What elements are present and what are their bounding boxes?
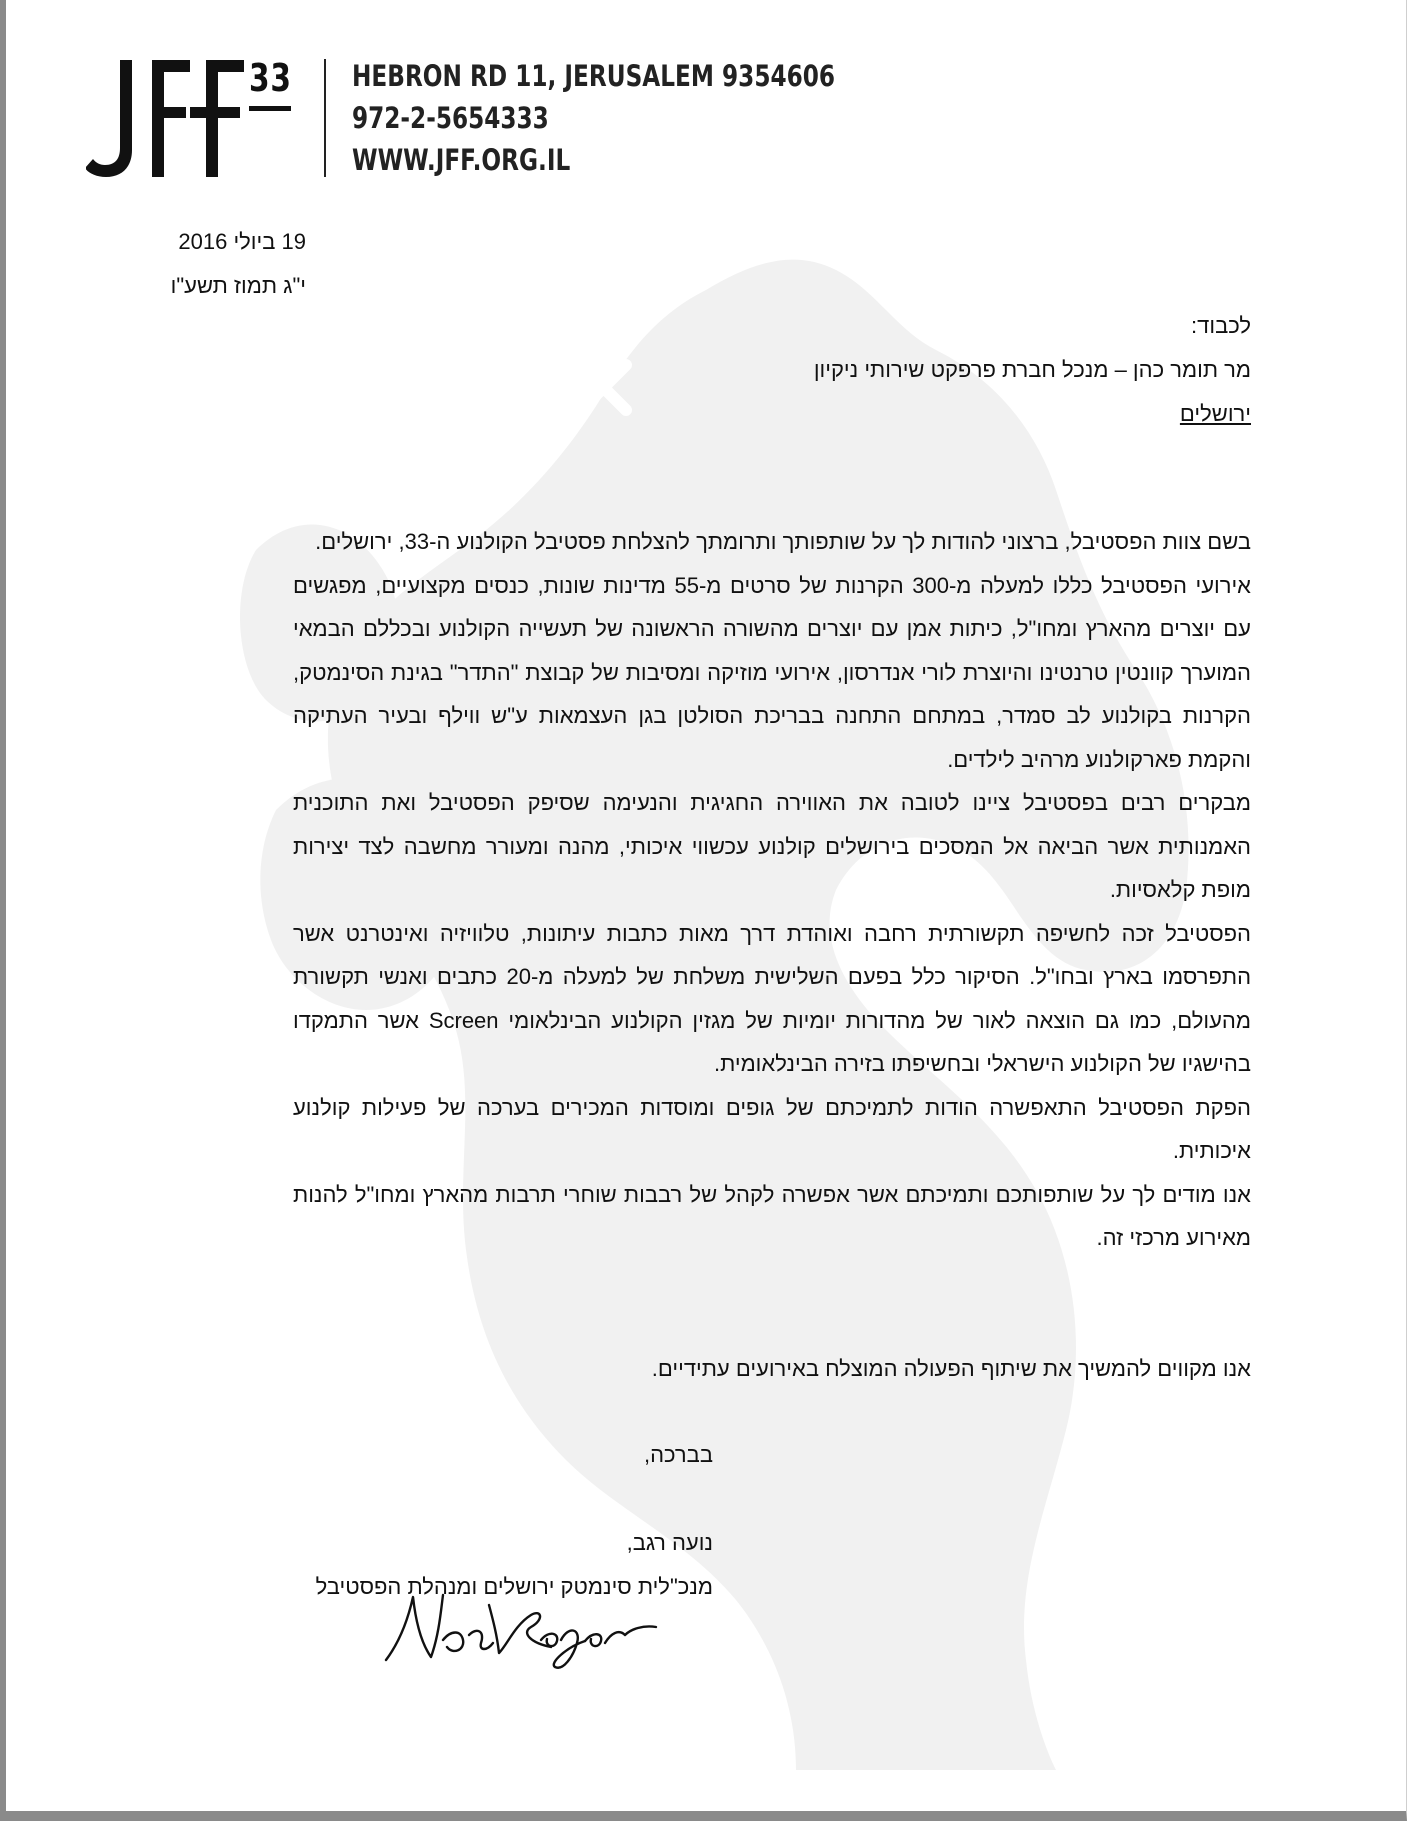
- logo-underline: [249, 106, 291, 111]
- address-line: HEBRON RD 11, JERUSALEM 9354606: [352, 59, 836, 93]
- salutation: לכבוד:: [1191, 313, 1251, 338]
- gregorian-date: 19 ביולי 2016: [178, 229, 306, 254]
- date-block: [146, 220, 306, 308]
- body-paragraph: בשם צוות הפסטיבל, ברצוני להודות לך על שותפותך ותרומתך להצלחת פסטיבל הקולנוע ה-33, ירושלים.: [315, 529, 1251, 554]
- greeting: בברכה,: [643, 1442, 713, 1467]
- addressee-block: [706, 304, 1251, 436]
- letter-body: [293, 520, 1251, 1260]
- header-divider: [324, 59, 326, 177]
- website-line: WWW.JFF.ORG.IL: [352, 143, 571, 177]
- closing-line: אנו מקווים להמשיך את שיתוף הפעולה המוצלח באירועים עתידיים.: [651, 1356, 1251, 1381]
- signer-name: נועה רגב,: [626, 1530, 713, 1555]
- body-paragraph: הפקת הפסטיבל התאפשרה הודות לתמיכתם של גופים ומוסדות המכירים בערכה של פעילות קולנוע איכותית.: [293, 1094, 1251, 1163]
- body-paragraph: אנו מודים לך על שותפותכם ותמיכתם אשר אפשרה לקהל של רבבות שוחרי תרבות מהארץ ומחו"ל להנות מאירוע מרכזי זה.: [293, 1181, 1251, 1250]
- body-paragraph: הפסטיבל זכה לחשיפה תקשורתית רחבה ואוהדת דרך מאות כתבות עיתונות, טלוויזיה ואינטרנט אשר התפרסמו בארץ ובחו"ל. הסיקור כלל בפעם השלישית משלחת של למעלה מ-20 כתבים ואנשי תקשורת מהעולם, כמו גם הוצאה לאור של מהדורות יומיות של מגזין הקולנוע הבינלאומי Screen אשר התמקדו בהישגיו של הקולנוע הישראלי ובחשיפתו בזירה הבינלאומית.: [293, 920, 1252, 1076]
- recipient-line: מר תומר כהן – מנכל חברת פרפקט שירותי ניקיון: [813, 357, 1251, 382]
- hebrew-date: י"ג תמוז תשע"ו: [170, 273, 306, 298]
- recipient-city: ירושלים: [1179, 401, 1251, 426]
- logo-edition-number: 33: [249, 56, 292, 100]
- body-paragraph: אירועי הפסטיבל כללו למעלה מ-300 הקרנות של סרטים מ-55 מדינות שונות, כנסים מקצועיים, מפגשים עם יוצרים מהארץ ומחו"ל, כיתות אמן עם יוצרים מהשורה הראשונה של תעשייה הקולנוע ובכללם הבמאי המוערך קוונטין טרנטינו והיוצרת לורי אנדרסון, אירועי מוזיקה ומסיבות של קבוצת "התדר" בגינת הסינמטק, הקרנות בקולנוע לב סמדר, במתחם התחנה בבריכת הסולטן בגן העצמאות ע"ש ווילף ובעיר העתיקה והקמת פארקולנוע מרהיב לילדים.: [293, 572, 1251, 772]
- phone-line: 972-2-5654333: [352, 101, 549, 135]
- letterhead: [86, 55, 836, 185]
- contact-info: [352, 55, 835, 181]
- handwritten-signature-icon: [381, 1585, 661, 1675]
- signoff-block: [293, 1433, 713, 1609]
- signer-title: מנכ"לית סינמטק ירושלים ומנהלת הפסטיבל: [315, 1574, 713, 1599]
- body-paragraph: מבקרים רבים בפסטיבל ציינו לטובה את האווירה החגיגית והנעימה שסיפק הפסטיבל ואת התוכנית האמנותית אשר הביאה אל המסכים בירושלים קולנוע עכשווי איכותי, מהנה ומעורר מחשבה לצד יצירות מופת קלאסיות.: [293, 790, 1251, 902]
